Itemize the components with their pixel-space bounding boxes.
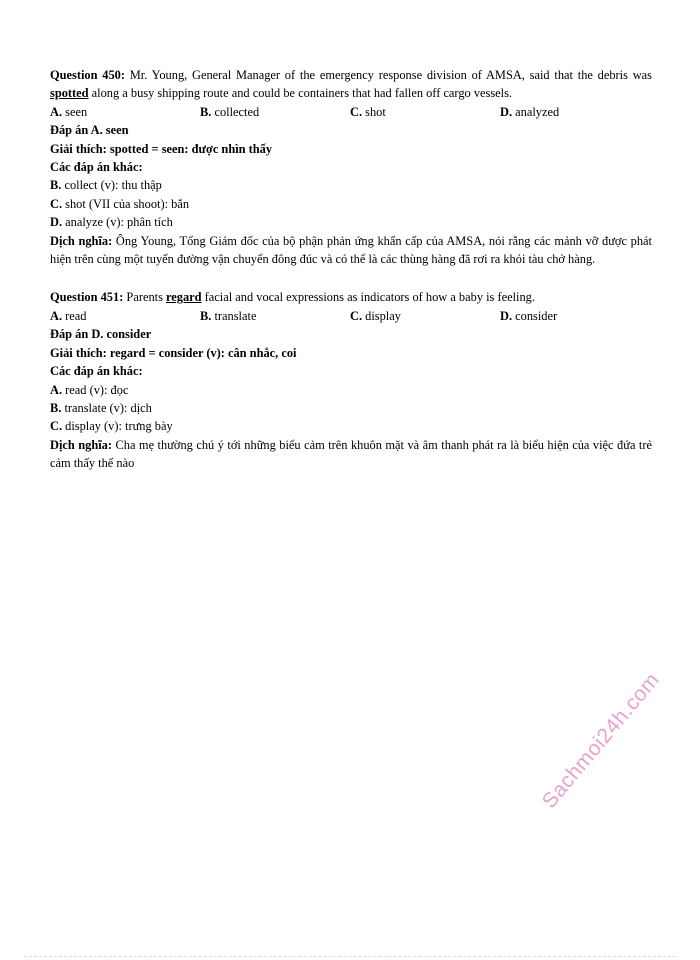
option-text: consider (512, 308, 558, 323)
option-b (200, 307, 350, 325)
option-c (350, 103, 500, 121)
translation-label: Dịch nghĩa: (50, 233, 113, 248)
option-a (50, 103, 200, 121)
other-letter: B. (50, 178, 62, 193)
spacer (50, 268, 652, 288)
keyword: spotted (50, 86, 89, 101)
option-text: shot (362, 104, 386, 119)
translation-text: Cha mẹ thường chú ý tới những biểu cảm trên khuôn mặt và âm thanh phát ra là biểu hiện của việc đứa trẻ cảm thấy thế nào (50, 437, 652, 471)
other-answers-label: Các đáp án khác: (50, 160, 143, 175)
answer-line: Đáp án A. seen (50, 123, 129, 138)
keyword: regard (166, 290, 202, 305)
option-d (500, 103, 559, 121)
document-page (50, 66, 652, 473)
other-answers-label: Các đáp án khác: (50, 364, 143, 379)
option-d (500, 307, 557, 325)
other-text: read (v): đọc (62, 382, 129, 397)
translation-label: Dịch nghĩa: (50, 437, 113, 452)
answer-line: Đáp án D. consider (50, 327, 152, 342)
other-text: analyze (v): phân tích (62, 215, 173, 230)
option-letter: A. (50, 308, 63, 323)
option-letter: C. (350, 104, 363, 119)
translation (50, 232, 652, 269)
stem-text-before: Parents (123, 290, 166, 305)
explanation-text: regard = consider (v): cân nhắc, coi (106, 345, 297, 360)
other-letter: D. (50, 215, 63, 230)
other-letter: C. (50, 196, 63, 211)
question-label: Question 451: (50, 290, 124, 305)
option-a (50, 307, 200, 325)
explanation-label: Giải thích: (50, 141, 107, 156)
other-answer-item (50, 381, 652, 399)
other-answer-item (50, 176, 652, 194)
question-stem (50, 66, 652, 103)
option-letter: D. (500, 308, 513, 323)
stem-text-after: facial and vocal expressions as indicators of how a baby is feeling. (201, 290, 535, 305)
page-bottom-rule (24, 956, 676, 957)
other-text: shot (VII của shoot): bắn (62, 196, 190, 211)
option-text: display (362, 308, 401, 323)
translation (50, 436, 652, 473)
explanation-label: Giải thích: (50, 345, 107, 360)
watermark: Sachmoi24h.com (537, 668, 665, 813)
other-text: translate (v): dịch (61, 400, 152, 415)
option-text: seen (62, 104, 88, 119)
other-answer-item (50, 213, 652, 231)
options-row (50, 103, 652, 121)
option-b (200, 103, 350, 121)
other-letter: B. (50, 400, 62, 415)
other-text: collect (v): thu thập (61, 178, 162, 193)
option-text: translate (211, 308, 257, 323)
stem-text-after: along a busy shipping route and could be containers that had fallen off cargo vessels. (88, 86, 513, 101)
option-letter: A. (50, 104, 63, 119)
option-letter: B. (200, 104, 212, 119)
other-answer-item (50, 399, 652, 417)
other-answer-item (50, 195, 652, 213)
question-451 (50, 288, 652, 472)
option-text: read (62, 308, 87, 323)
explanation-line (50, 344, 652, 362)
other-text: display (v): trưng bày (62, 419, 173, 434)
options-row (50, 307, 652, 325)
other-letter: C. (50, 419, 63, 434)
option-letter: D. (500, 104, 513, 119)
question-stem (50, 288, 652, 306)
option-text: analyzed (512, 104, 560, 119)
translation-text: Ông Young, Tổng Giám đốc của bộ phận phản ứng khẩn cấp của AMSA, nói rằng các mảnh vỡ được phát hiện trên cùng một tuyến đường vận chuyển đông đúc và có thể là các thùng hàng đã rơi ra khỏi tàu chở hàng. (50, 233, 652, 267)
other-answer-item (50, 417, 652, 435)
option-c (350, 307, 500, 325)
option-letter: C. (350, 308, 363, 323)
stem-text-before: Mr. Young, General Manager of the emergency response division of AMSA, said that the debris was (125, 68, 652, 82)
option-letter: B. (200, 308, 212, 323)
option-text: collected (211, 104, 260, 119)
explanation-text: spotted = seen: được nhìn thấy (106, 141, 273, 156)
explanation-line (50, 140, 652, 158)
question-label: Question 450: (50, 68, 125, 82)
question-450 (50, 66, 652, 268)
other-letter: A. (50, 382, 63, 397)
